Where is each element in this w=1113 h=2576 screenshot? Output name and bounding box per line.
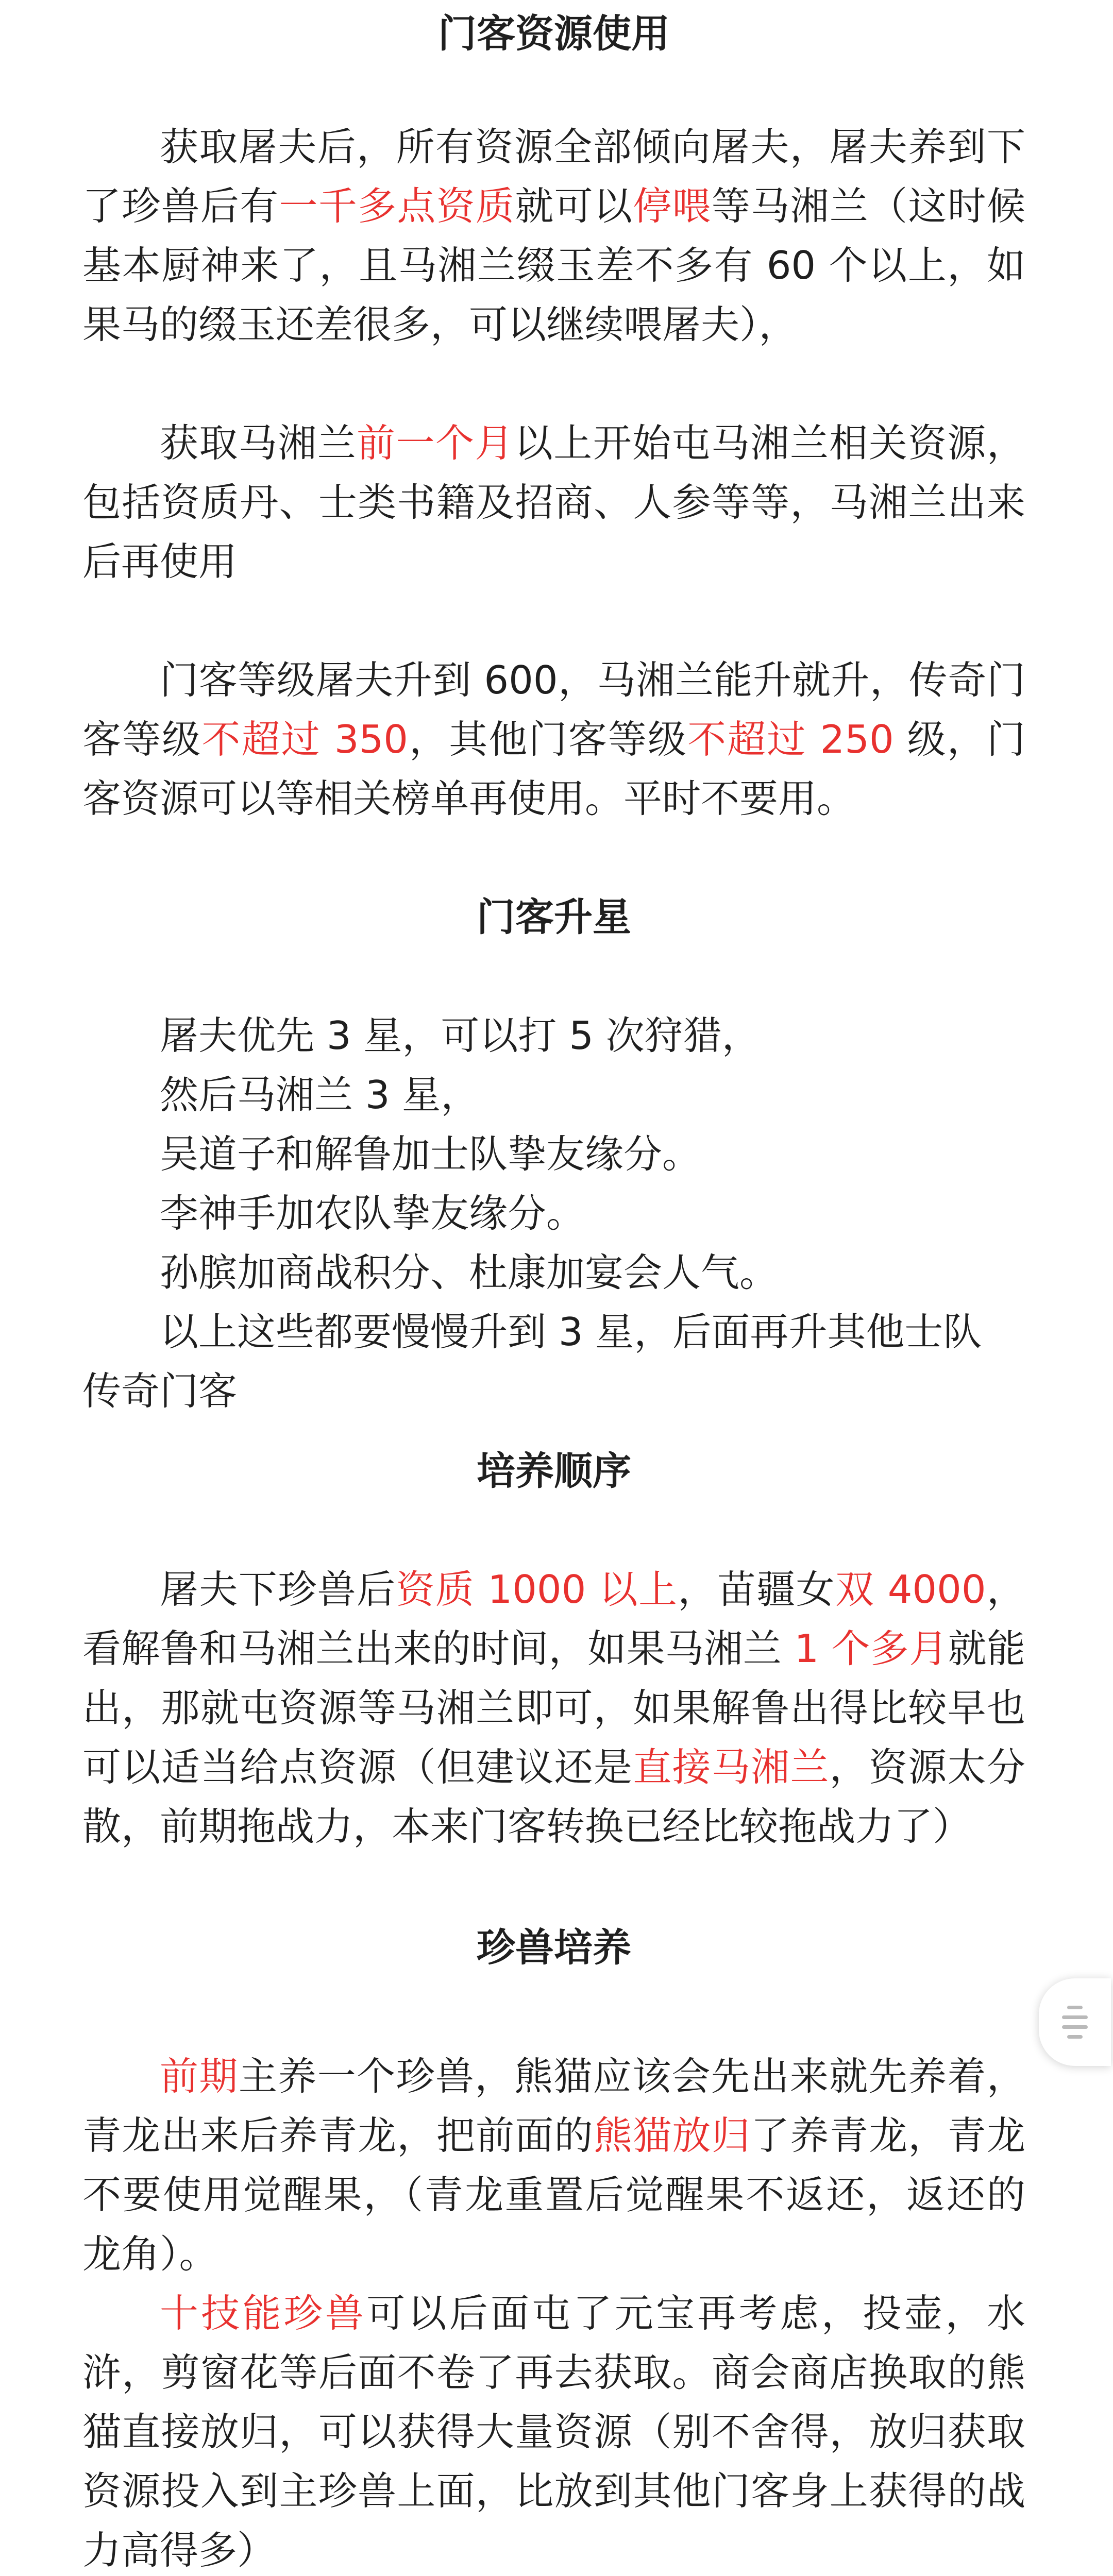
text-run: ，看解鲁和马湘兰出来的时间，如果马湘兰: [82, 1567, 1025, 1671]
highlight-text: 前期: [160, 2054, 239, 2099]
drag-handle-icon: [1062, 2006, 1088, 2039]
text-run: 获取屠夫后，所有资源全部倾向屠夫，屠夫养到下了珍兽后有: [82, 124, 1025, 229]
highlight-text: 熊猫放归: [593, 2113, 751, 2158]
star-list: [82, 1006, 1025, 1421]
list-item: 屠夫优先 3 星，可以打 5 次狩猎，: [160, 1013, 761, 1058]
text-run: ，苗疆女: [678, 1567, 836, 1612]
text-run: 等马湘兰（这时候基本厨神来了，且马湘兰缀玉差不多有 60 个以上，如果马的缀玉还差很多，可以继续喂屠夫），: [82, 183, 1025, 347]
paragraph-resources-1: [82, 117, 1025, 354]
text-run: 可以后面屯了元宝再考虑，投壶，水浒，剪窗花等后面不卷了再去获取。商会商店换取的熊猫直接放归，可以获得大量资源（别不舍得，放归获取资源投入到主珍兽上面，比放到其他门客身上获得的战力高得多）: [82, 2291, 1025, 2573]
highlight-text: 1 个多月: [794, 1626, 948, 1671]
paragraph-beast-1: [82, 2047, 1025, 2284]
highlight-text: 直接马湘兰: [633, 1744, 830, 1790]
text-run: 门客等级屠夫升到 600，马湘兰能升就升，传奇门客等级: [82, 657, 1025, 762]
list-item: 然后马湘兰 3 星，: [160, 1072, 480, 1117]
section-title-star: 门客升星: [476, 894, 631, 940]
paragraph-order-1: [82, 1560, 1025, 1856]
highlight-text: 不超过 350: [201, 717, 408, 762]
list-item: 孙膑加商战积分、杜康加宴会人气。: [160, 1250, 779, 1295]
section-title-beast: 珍兽培养: [476, 1925, 631, 1970]
article: [82, 0, 1025, 2576]
highlight-text: 双 4000: [835, 1567, 986, 1612]
list-item: 吴道子和解鲁加士队挚友缘分。: [160, 1131, 701, 1177]
highlight-text: 不超过 250: [687, 717, 894, 762]
text-run: ，其他门客等级: [408, 717, 688, 762]
paragraph-resources-2: [82, 414, 1025, 591]
list-item: 李神手加农队挚友缘分。: [160, 1191, 585, 1236]
text-run: ，资源太分散，前期拖战力，本来门客转换已经比较拖战力了）: [82, 1744, 1025, 1849]
text-run: 主养一个珍兽，熊猫应该会先出来就先养着，青龙出来后养青龙，把前面的: [82, 2054, 1025, 2158]
text-run: 就能出，那就屯资源等马湘兰即可，如果解鲁出得比较早也可以适当给点资源（但建议还是: [82, 1626, 1025, 1790]
highlight-text: 一千多点资质: [279, 183, 515, 229]
paragraph-beast-2: [82, 2284, 1025, 2576]
section-title-resources: 门客资源使用: [437, 11, 670, 56]
text-run: 级，门客资源可以等相关榜单再使用。平时不要用。: [82, 717, 1025, 821]
list-item: 以上这些都要慢慢升到 3 星，后面再升其他士队: [160, 1309, 982, 1354]
highlight-text: 停喂: [633, 183, 712, 229]
highlight-text: 资质 1000 以上: [396, 1567, 678, 1612]
list-item: 传奇门客: [82, 1368, 238, 1414]
text-run: 了养青龙，青龙不要使用觉醒果，（青龙重置后觉醒果不返还，返还的龙角）。: [82, 2113, 1025, 2277]
text-run: 就可以: [515, 183, 633, 229]
highlight-text: 前一个月: [357, 420, 514, 466]
paragraph-resources-3: [82, 651, 1025, 828]
text-run: 获取马湘兰: [160, 420, 357, 466]
section-title-order: 培养顺序: [476, 1448, 631, 1494]
text-run: 以上开始屯马湘兰相关资源，包括资质丹、士类书籍及招商、人参等等，马湘兰出来后再使用: [82, 420, 1025, 584]
highlight-text: 十技能珍兽: [160, 2291, 367, 2336]
scroll-handle[interactable]: [1039, 1978, 1111, 2066]
text-run: 屠夫下珍兽后: [160, 1567, 396, 1612]
